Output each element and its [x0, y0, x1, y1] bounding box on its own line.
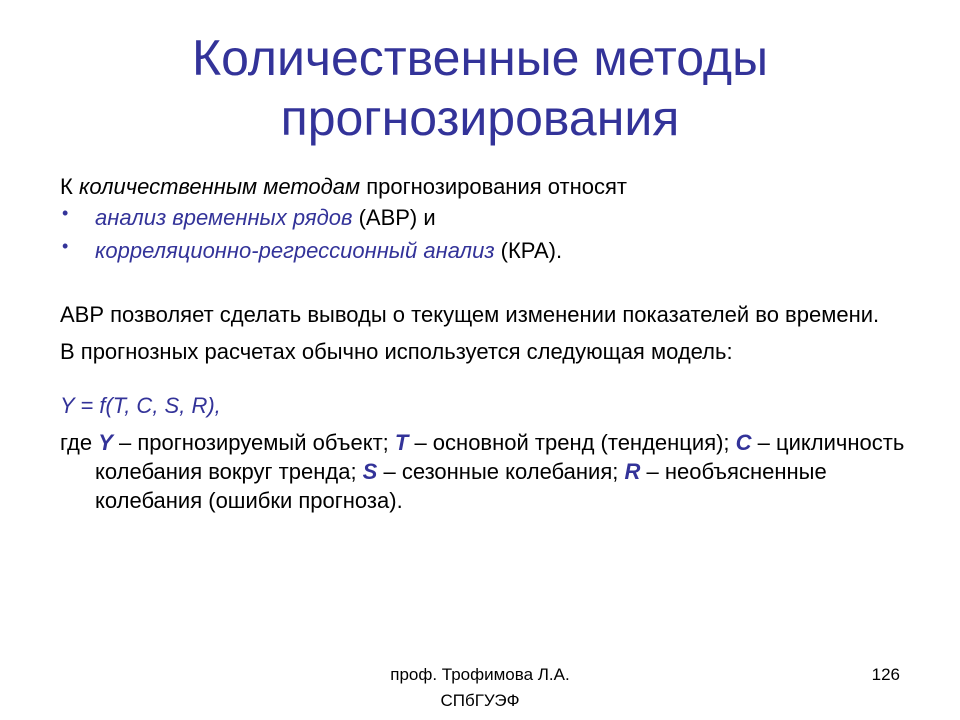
bullet-term: анализ временных рядов	[95, 205, 353, 230]
legend-text: – прогнозируемый объект;	[112, 430, 395, 455]
bullet-icon: •	[62, 203, 69, 223]
legend-text: – основной тренд (тенденция);	[408, 430, 736, 455]
bullet-item-avr	[60, 201, 920, 234]
intro-suffix: прогнозирования относят	[360, 174, 627, 199]
author-name: проф. Трофимова Л.А.	[390, 665, 570, 684]
bullet-term: корреляционно-регрессионный анализ	[95, 238, 495, 263]
model-paragraph: В прогнозных расчетах обычно используется следующая модель:	[60, 339, 733, 364]
slide-title: Количественные методы прогнозирования	[191, 30, 769, 146]
legend-symbol-s: S	[362, 459, 378, 484]
intro-emphasis: количественным методам	[78, 174, 361, 199]
intro-paragraph	[60, 172, 920, 201]
legend-text: – цикличность колебания вокруг тренда;	[95, 430, 905, 484]
author-institution: СПбГУЭФ	[440, 691, 520, 710]
legend-text: где	[60, 430, 99, 455]
bullet-rest: (АВР) и	[352, 205, 436, 230]
bullet-icon: •	[62, 236, 69, 256]
legend-text: – необъясненные колебания (ошибки прогноза).	[95, 459, 827, 513]
legend-symbol-r: R	[624, 459, 641, 484]
legend-symbol-t: T	[394, 430, 409, 455]
legend-text: – сезонные колебания;	[377, 459, 625, 484]
bullet-item-kra	[60, 234, 920, 267]
avr-paragraph: АВР позволяет сделать выводы о текущем изменении показателей во времени.	[60, 302, 880, 327]
legend-symbol-c: C	[735, 430, 752, 455]
bullet-rest: (КРА).	[494, 238, 563, 263]
footer-author	[330, 662, 630, 714]
intro-prefix: К	[60, 174, 79, 199]
legend-symbol-y: Y	[98, 430, 113, 455]
formula: Y = f(T, C, S, R),	[60, 393, 221, 418]
slide-body	[60, 172, 920, 515]
page-number: 126	[871, 665, 900, 684]
formula-legend	[60, 428, 920, 515]
